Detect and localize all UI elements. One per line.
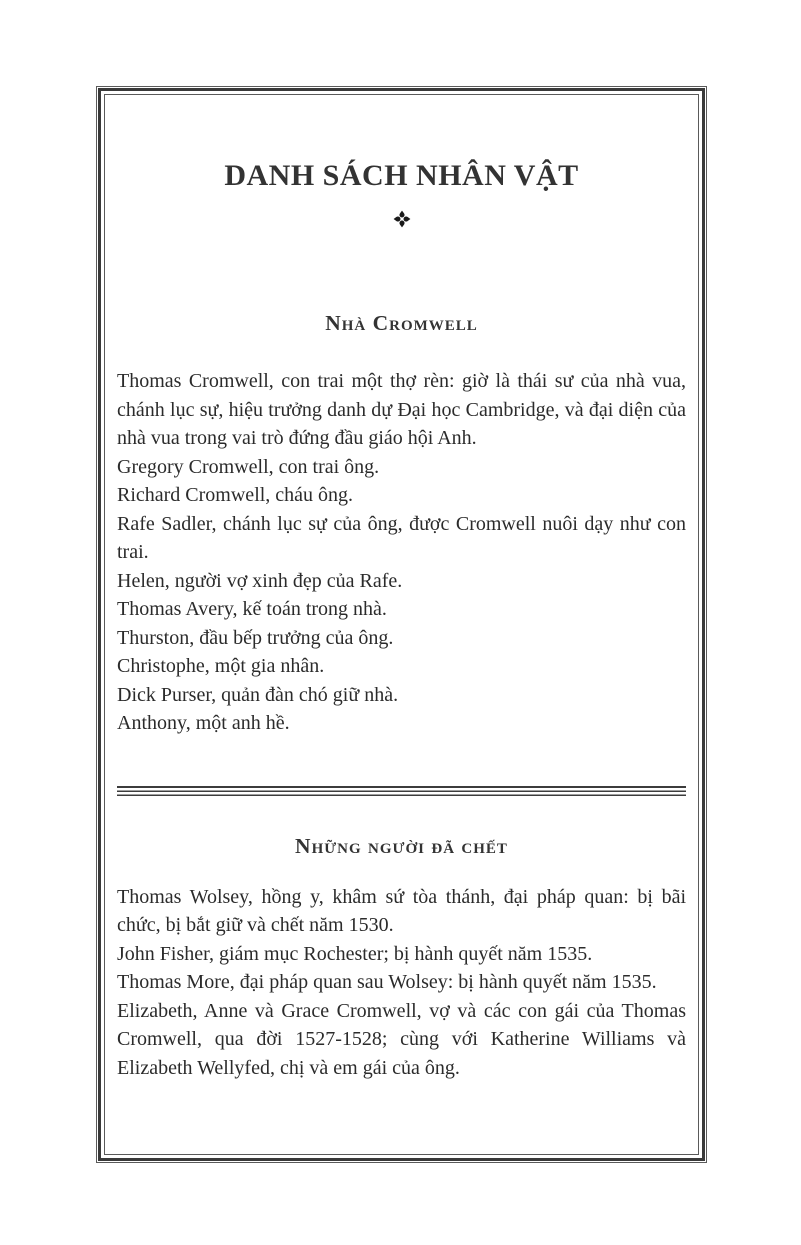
character-entry: Thomas Avery, kế toán trong nhà.	[117, 598, 387, 620]
section-divider-triple-rule	[117, 786, 686, 796]
character-list-cromwell-house	[117, 367, 686, 738]
fleuron-icon	[117, 210, 686, 228]
page-border-frame-inner	[104, 94, 699, 1155]
character-entry: Helen, người vợ xinh đẹp của Rafe.	[117, 569, 403, 592]
character-entry: Anthony, một anh hề.	[117, 712, 290, 734]
page-title: DANH SÁCH NHÂN VẬT	[224, 159, 579, 192]
character-entry: Elizabeth, Anne và Grace Cromwell, vợ và các con gái của Thomas Cromwell, qua đời 1527-1528; cùng với Katherine Williams và Elizabeth Wellyfed, chị và em gái của ông.	[117, 999, 686, 1079]
character-entry: Thomas More, đại pháp quan sau Wolsey: bị hành quyết năm 1535.	[117, 971, 657, 993]
character-entry: Richard Cromwell, cháu ông.	[117, 484, 354, 506]
character-entry: Thomas Wolsey, hồng y, khâm sứ tòa thánh, đại pháp quan: bị bãi chức, bị bắt giữ và chết năm 1530.	[117, 885, 686, 936]
page-border-frame	[96, 86, 707, 1163]
section-heading-the-dead: Những người đã chết	[295, 833, 508, 858]
character-entry: Thomas Cromwell, con trai một thợ rèn: giờ là thái sư của nhà vua, chánh lục sự, hiệu trưởng danh dự Đại học Cambridge, và đại diện của nhà vua trong vai trò đứng đầu giáo hội Anh.	[117, 370, 686, 449]
character-entry: John Fisher, giám mục Rochester; bị hành quyết năm 1535.	[117, 942, 593, 965]
page-content	[105, 159, 698, 1082]
section-heading-cromwell-house: Nhà Cromwell	[325, 311, 478, 335]
character-entry: Thurston, đầu bếp trưởng của ông.	[117, 626, 394, 649]
character-entry: Gregory Cromwell, con trai ông.	[117, 455, 380, 478]
character-list-the-dead	[117, 883, 686, 1083]
character-entry: Dick Purser, quản đàn chó giữ nhà.	[117, 683, 399, 706]
character-entry: Christophe, một gia nhân.	[117, 655, 325, 677]
character-entry: Rafe Sadler, chánh lục sự của ông, được Cromwell nuôi dạy như con trai.	[117, 512, 686, 563]
page-border-frame-mid	[98, 88, 705, 1161]
